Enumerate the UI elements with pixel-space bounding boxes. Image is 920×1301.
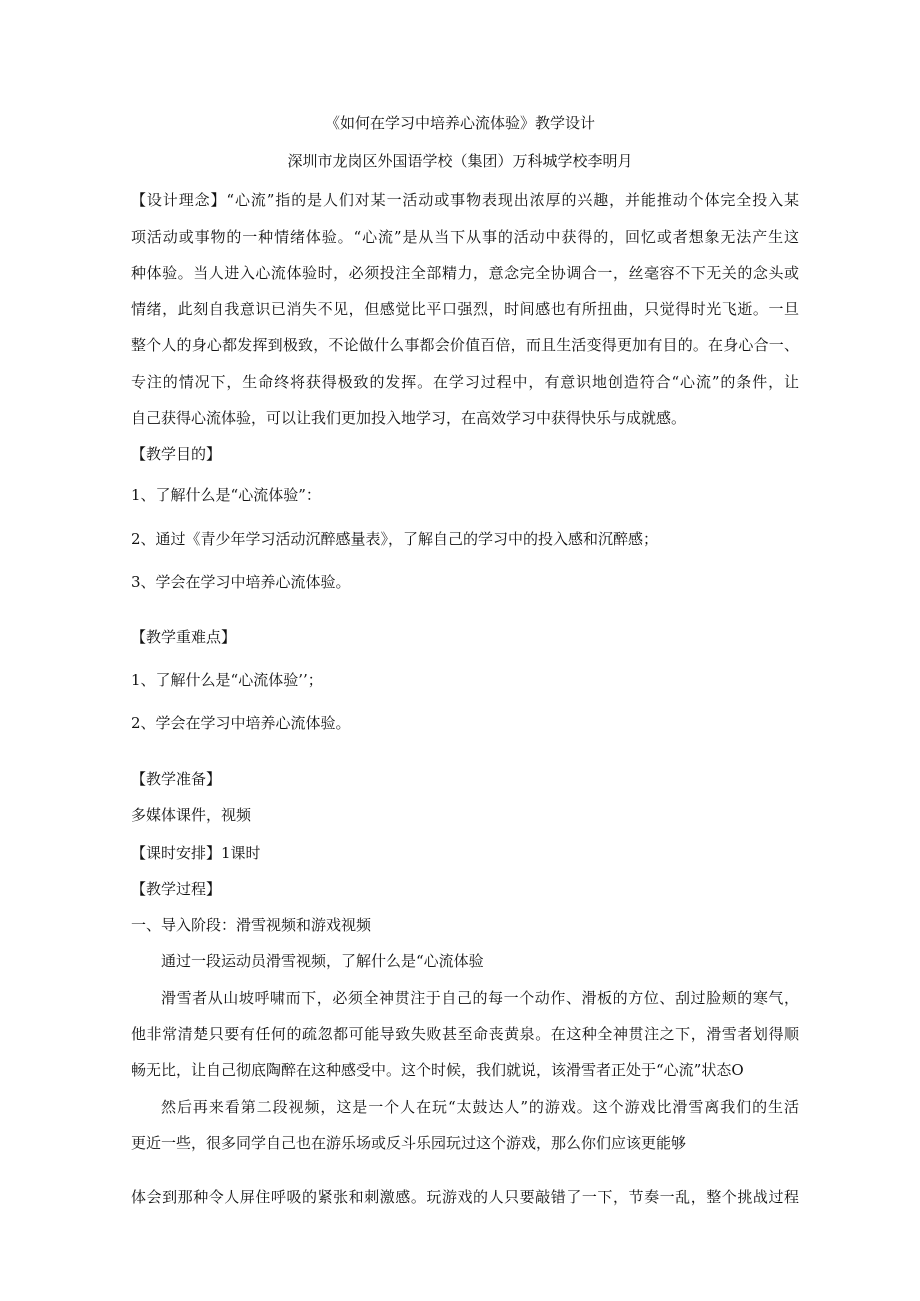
document-title: 《如何在学习中培养心流体验》教学设计 <box>324 114 595 132</box>
design-concept-line: 整个人的身心都发挥到极致，不论做什么事都会价值百倍，而且生活变得更加有目的。在身心合一、 <box>131 336 799 354</box>
process-heading: 【教学过程】 <box>131 880 222 898</box>
objective-item: 2、通过《青少年学习活动沉醉感量表》，了解自己的学习中的投入感和沉醉感； <box>131 530 659 548</box>
process-paragraph: 滑雪者从山坡呼啸而下，必须全神贯注于自己的每一个动作、滑板的方位、刮过脸颊的寒气， <box>161 989 799 1007</box>
process-paragraph: 体会到那种令人屏住呼吸的紧张和刺激感。玩游戏的人只要敲错了一下，节奏一乱，整个挑战过程 <box>131 1188 799 1206</box>
process-paragraph: 通过一段运动员滑雪视频，了解什么是“心流体验 <box>161 952 484 970</box>
preparation-content: 多媒体课件，视频 <box>131 806 252 824</box>
process-paragraph: 他非常清楚只要有任何的疏忽都可能导致失败甚至命丧黄泉。在这种全神贯注之下，滑雪者划得顺 <box>131 1025 799 1043</box>
process-paragraph: 然后再来看第二段视频，这是一个人在玩“太鼓达人”的游戏。这个游戏比滑雪离我们的生活 <box>161 1098 799 1116</box>
design-concept-line: 种体验。当人进入心流体验时，必须投注全部精力，意念完全协调合一，丝毫容不下无关的念头或 <box>131 264 799 282</box>
key-points-heading: 【教学重难点】 <box>131 628 237 646</box>
key-point-item: 2、学会在学习中培养心流体验。 <box>131 714 351 732</box>
objective-item: 3、学会在学习中培养心流体验。 <box>131 573 351 591</box>
key-point-item: 1、了解什么是“心流体验’’； <box>131 671 323 689</box>
process-paragraph: 更近一些，很多同学自己也在游乐场或反斗乐园玩过这个游戏，那么你们应该更能够 <box>131 1134 687 1152</box>
process-paragraph: 畅无比，让自己彻底陶醉在这种感受中。这个时候，我们就说，该滑雪者正处于“心流”状态O <box>131 1061 744 1079</box>
design-concept-line: 项活动或事物的一种情绪体验。“心流”是从当下从事的活动中获得的，回忆或者想象无法产生这 <box>131 228 799 246</box>
design-concept-line: 情绪，此刻自我意识已消失不见，但感觉比平口强烈，时间感也有所扭曲，只觉得时光飞逝。一旦 <box>131 300 799 318</box>
objectives-heading: 【教学目的】 <box>131 445 222 463</box>
stage-one-heading: 一、导入阶段：滑雪视频和游戏视频 <box>131 916 372 934</box>
author-line: 深圳市龙岗区外国语学校（集团）万科城学校李明月 <box>287 152 633 170</box>
preparation-heading: 【教学准备】 <box>131 770 222 788</box>
objective-item: 1、了解什么是“心流体验”： <box>131 486 321 504</box>
schedule-line: 【课时安排】1课时 <box>131 844 261 862</box>
design-concept-line: 【设计理念】“心流”指的是人们对某一活动或事物表现出浓厚的兴趣，并能推动个体完全投入某 <box>131 191 799 209</box>
design-concept-line: 自己获得心流体验，可以让我们更加投入地学习，在高效学习中获得快乐与成就感。 <box>131 409 687 427</box>
design-concept-line: 专注的情况下，生命终将获得极致的发挥。在学习过程中，有意识地创造符合“心流”的条件，让 <box>131 373 799 391</box>
